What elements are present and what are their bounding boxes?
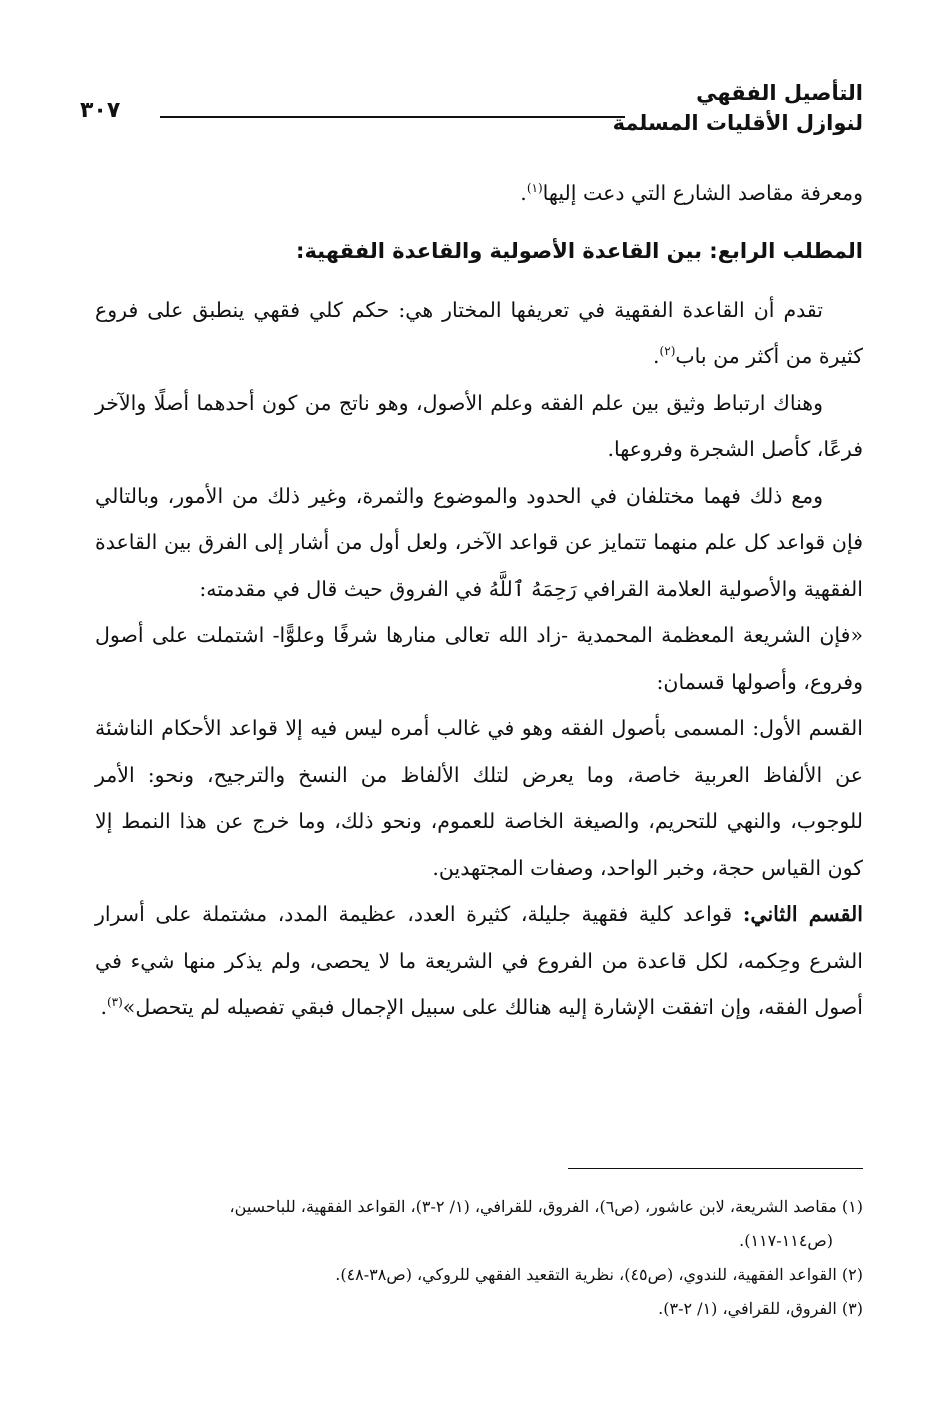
paragraph-7-text: قواعد كلية فقهية جليلة، كثيرة العدد، عظيمة المدد، مشتملة على أسرار الشرع وحِكمه، لكل قاعدة من الفروع في الشريعة ما لا يحصى، ولم يذكر منها شيء في أصول الفقه، وإن اتفقت الإشارة إليه هنالك على سبيل الإجمال فبقي تفصيله لم يتحصل» <box>95 902 863 1019</box>
paragraph-2-text: تقدم أن القاعدة الفقهية في تعريفها المختار هي: حكم كلي فقهي ينطبق على فروع كثيرة من أكثر من باب <box>95 297 863 368</box>
footnote-1-line2: (ص١١٤-١١٧). <box>739 1231 833 1250</box>
paragraph-2 <box>95 287 863 380</box>
paragraph-1-end: . <box>520 181 527 205</box>
paragraph-7-end: . <box>100 995 107 1019</box>
page-header <box>80 78 863 158</box>
running-title <box>613 78 863 138</box>
header-rule <box>160 116 625 118</box>
section-heading: المطلب الرابع: بين القاعدة الأصولية والقاعدة الفقهية: <box>296 238 863 263</box>
footnotes <box>80 1190 863 1326</box>
footnote-ref-3: (٣) <box>106 995 123 1010</box>
paragraph-7 <box>95 891 863 1031</box>
running-title-line1: التأصيل الفقهي <box>696 81 863 105</box>
paragraph-7-lead: القسم الثاني: <box>742 902 863 926</box>
paragraph-2-end: . <box>653 344 660 368</box>
footnote-rule <box>568 1168 863 1169</box>
paragraph-6: القسم الأول: المسمى بأصول الفقه وهو في غالب أمره ليس فيه إلا قواعد الأحكام الناشئة عن الألفاظ العربية خاصة، وما يعرض لتلك الألفاظ من النسخ والترجيح، ونحو: الأمر للوجوب، والنهي للتحريم، والصيغة الخاصة للعموم، ونحو ذلك، وما خرج عن هذا النمط إلا كون القياس حجة، وخبر الواحد، وصفات المجتهدين. <box>95 716 863 880</box>
page-number: ٣٠٧ <box>80 98 121 123</box>
paragraph-3: وهناك ارتباط وثيق بين علم الفقه وعلم الأصول، وهو ناتج من كون أحدهما أصلًا والآخر فرعًا، كأصل الشجرة وفروعها. <box>95 390 863 461</box>
running-title-line2: لنوازل الأقليات المسلمة <box>612 111 863 135</box>
paragraph-5-quote: «فإن الشريعة المعظمة المحمدية -زاد الله تعالى منارها شرفًا وعلوًّا- اشتملت على أصول وفروع، وأصولها قسمان: <box>95 623 863 694</box>
footnote-3: (٣) الفروق، للقرافي، (١/ ٢-٣). <box>658 1299 863 1318</box>
footnote-2: (٢) القواعد الفقهية، للندوي، (ص٤٥)، نظرية التقعيد الفقهي للروكي، (ص٣٨-٤٨). <box>335 1265 863 1284</box>
paragraph-1-text: ومعرفة مقاصد الشارع التي دعت إليها <box>542 181 863 205</box>
paragraph-4: ومع ذلك فهما مختلفان في الحدود والموضوع والثمرة، وغير ذلك من الأمور، وبالتالي فإن قواعد كل علم منهما تتمايز عن قواعد الآخر، ولعل أول من أشار إلى الفرق بين القاعدة الفقهية والأصولية العلامة القرافي رَحِمَهُ ٱللَّهُ في الفروق حيث قال في مقدمته: <box>95 483 863 601</box>
footnote-ref-2: (٢) <box>659 344 676 359</box>
page-body <box>95 170 863 1031</box>
footnote-1-line1: (١) مقاصد الشريعة، لابن عاشور، (ص٦)، الفروق، للقرافي، (١/ ٢-٣)، القواعد الفقهية، للباحسين، <box>229 1197 863 1216</box>
paragraph-1 <box>95 170 863 217</box>
footnote-ref-1: (١) <box>526 181 543 196</box>
